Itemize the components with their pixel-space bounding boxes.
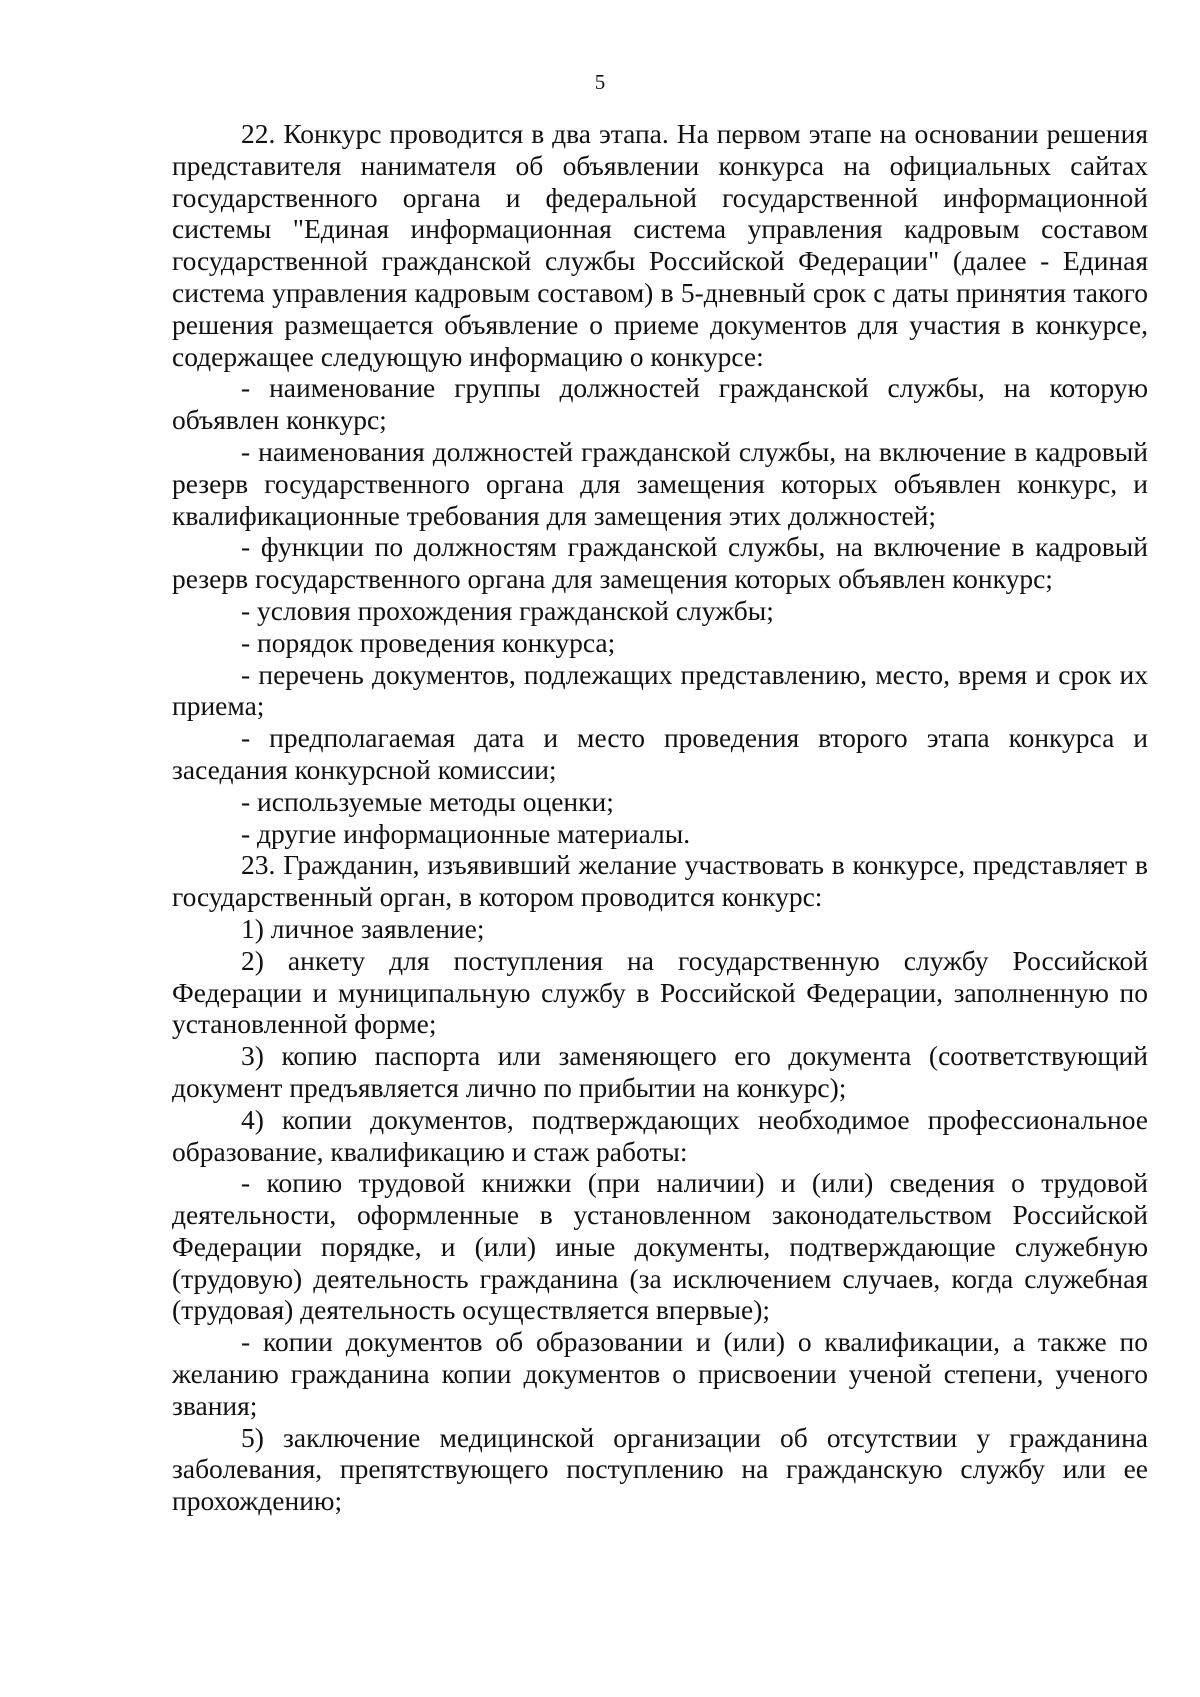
list-item: - копии документов об образовании и (или) о квалификации, а также по желанию гражданина копии документов о присвоении ученой степени, ученого звания; [172,1326,1148,1421]
page-number: 5 [594,70,606,94]
list-item: - порядок проведения конкурса; [241,626,616,658]
list-item: 4) копии документов, подтверждающих необходимое профессиональное образование, квалификацию и стаж работы: [172,1103,1148,1167]
list-item: - функции по должностям гражданской службы, на включение в кадровый резерв государственного органа для замещения которых объявлен конкурс; [172,531,1148,595]
paragraph-22: 22. Конкурс проводится в два этапа. На первом этапе на основании решения представителя нанимателя об объявлении конкурса на официальных сайтах государственного органа и федеральной государственной информационной системы "Единая информационная система управления кадровым составом государственной гражданской службы Российской Федерации" (далее - Единая система управления кадровым составом) в 5-дневный срок с даты принятия такого решения размещается объявление о приеме документов для участия в конкурсе, содержащее следующую информацию о конкурсе: [172,118,1148,372]
list-item: - используемые методы оценки; [241,785,614,817]
list-item: - наименования должностей гражданской службы, на включение в кадровый резерв государственного органа для замещения которых объявлен конкурс, и квалификационные требования для замещения этих должностей; [172,435,1148,531]
list-item: - другие информационные материалы. [241,817,691,849]
list-item: 5) заключение медицинской организации об отсутствии у гражданина заболевания, препятствующего поступлению на гражданскую службу или ее прохождению; [172,1421,1148,1517]
list-item: - наименование группы должностей гражданской службы, на которую объявлен конкурс; [172,372,1148,436]
list-item: - условия прохождения гражданской службы; [241,594,774,626]
document-body [172,118,1148,1517]
list-item: 3) копию паспорта или заменяющего его документа (соответствующий документ предъявляется лично по прибытии на конкурс); [172,1040,1148,1103]
list-item: - перечень документов, подлежащих представлению, место, время и срок их приема; [172,658,1148,722]
list-item: - копию трудовой книжки (при наличии) и (или) сведения о трудовой деятельности, оформленные в установленном законодательством Российской Федерации порядке, и (или) иные документы, подтверждающие служебную (трудовую) деятельность гражданина (за исключением случаев, когда служебная (трудовая) деятельность осуществляется впервые); [172,1167,1148,1326]
list-item: 2) анкету для поступления на государственную службу Российской Федерации и муниципальную службу в Российской Федерации, заполненную по установленной форме; [172,944,1148,1040]
paragraph-23: 23. Гражданин, изъявивший желание участвовать в конкурсе, представляет в государственный орган, в котором проводится конкурс: [172,849,1148,913]
list-item: 1) личное заявление; [241,912,485,944]
list-item: - предполагаемая дата и место проведения второго этапа конкурса и заседания конкурсной комиссии; [172,722,1148,785]
